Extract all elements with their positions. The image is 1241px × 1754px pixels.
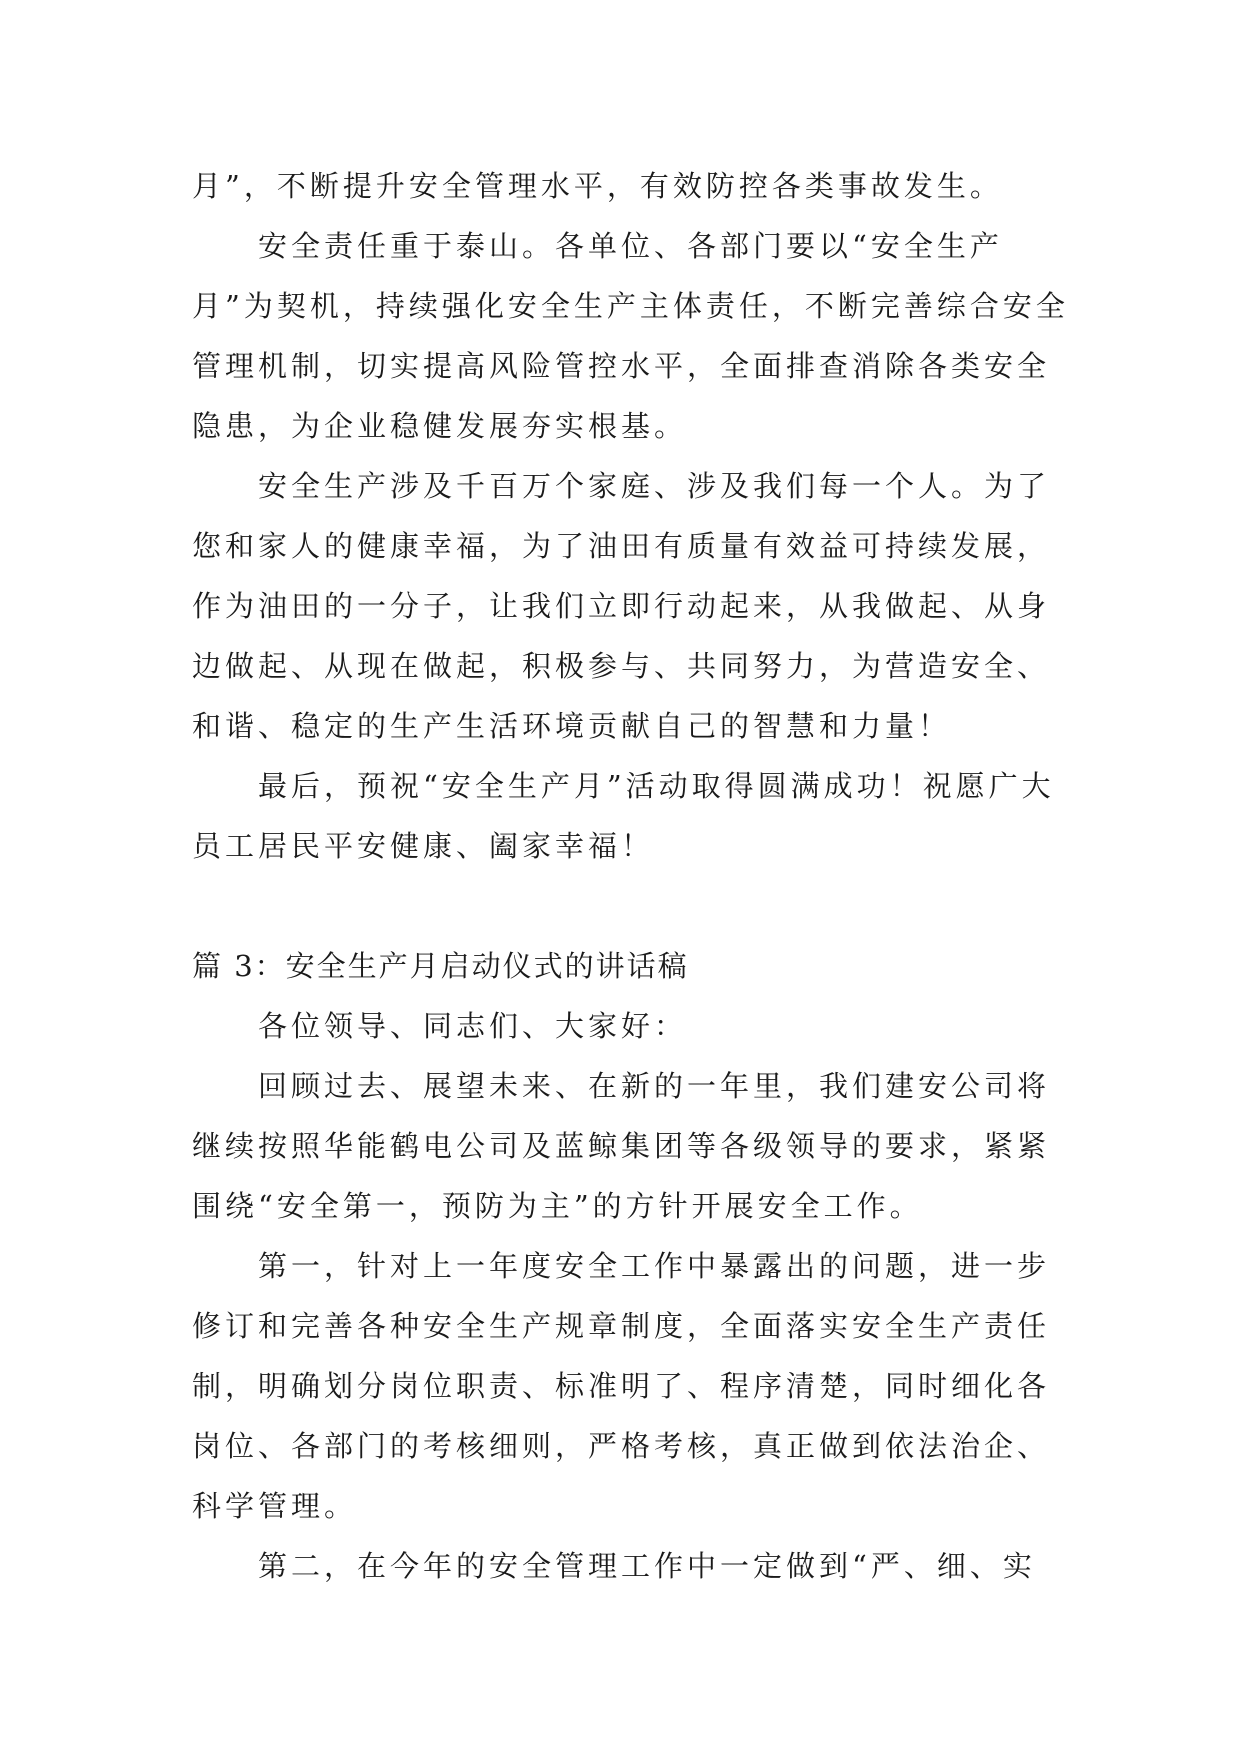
paragraph: 回顾过去、展望未来、在新的一年里，我们建安公司将继续按照华能鹤电公司及蓝鲸集团等各级领导的要求，紧紧围绕“安全第一，预防为主”的方针开展安全工作。 [192, 1069, 1051, 1223]
paragraph: 安全生产涉及千百万个家庭、涉及我们每一个人。为了您和家人的健康幸福，为了油田有质量有效益可持续发展，作为油田的一分子，让我们立即行动起来，从我做起、从身边做起、从现在做起，积极参与、共同努力，为营造安全、和谐、稳定的生产生活环境贡献自己的智慧和力量！ [192, 469, 1051, 743]
document-body [192, 156, 1072, 1596]
paragraph: 各位领导、同志们、大家好： [258, 1009, 688, 1043]
paragraph: 最后，预祝“安全生产月”活动取得圆满成功！祝愿广大员工居民平安健康、阖家幸福！ [192, 769, 1055, 863]
paragraph: 第一，针对上一年度安全工作中暴露出的问题，进一步修订和完善各种安全生产规章制度，全面落实安全生产责任制，明确划分岗位职责、标准明了、程序清楚，同时细化各岗位、各部门的考核细则，严格考核，真正做到依法治企、科学管理。 [192, 1249, 1051, 1523]
section-spacer [192, 876, 1072, 936]
paragraph: 安全责任重于泰山。各单位、各部门要以“安全生产月”为契机，持续强化安全生产主体责任，不断完善综合安全管理机制，切实提高风险管控水平，全面排查消除各类安全隐患，为企业稳健发展夯实根基。 [192, 229, 1069, 443]
paragraph: 第二，在今年的安全管理工作中一定做到“严、细、实 [258, 1549, 1036, 1583]
section-heading: 篇 3：安全生产月启动仪式的讲话稿 [192, 949, 689, 983]
paragraph: 月”，不断提升安全管理水平，有效防控各类事故发生。 [192, 169, 1003, 203]
